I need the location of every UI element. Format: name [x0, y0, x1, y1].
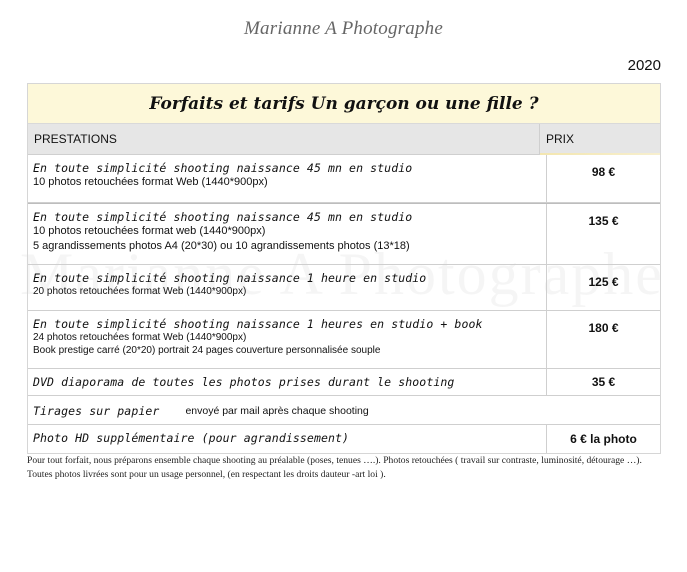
table-header	[28, 124, 660, 155]
table-row	[28, 203, 660, 265]
row-title: Tirages sur papier	[33, 404, 160, 418]
table-row	[28, 369, 660, 396]
table-title: Forfaits et tarifs Un garçon ou une fille ?	[28, 84, 660, 124]
row-title: En toute simplicité shooting naissance 45 mn en studio	[33, 161, 413, 175]
year-label: 2020	[627, 57, 661, 74]
row-description	[28, 369, 546, 395]
row-description	[28, 396, 660, 424]
row-line: 10 photos retouchées format Web (1440*900px)	[33, 176, 268, 188]
column-header-prestations: PRESTATIONS	[34, 132, 117, 146]
row-line: 5 agrandissements photos A4 (20*30) ou 10 agrandissements photos (13*18)	[33, 240, 410, 252]
row-description	[28, 425, 546, 453]
row-description	[28, 311, 546, 368]
row-title: En toute simplicité shooting naissance 45 mn en studio	[33, 210, 413, 224]
footnote: Pour tout forfait, nous préparons ensemble chaque shooting au préalable (poses, tenues ….). Photos retouchées ( travail sur contraste, luminosité, détourage …). Toutes photos livrées sont pour un usage personnel, (en respectant les droits dauteur -art loi ).	[27, 455, 642, 480]
table-row	[28, 155, 660, 203]
row-line: 20 photos retouchées format Web (1440*900px)	[33, 286, 247, 297]
row-price: 6 € la photo	[546, 425, 660, 453]
row-title: En toute simplicité shooting naissance 1 heure en studio	[33, 271, 427, 285]
pricing-table	[27, 83, 661, 454]
row-price: 98 €	[546, 155, 660, 202]
table-row	[28, 425, 660, 453]
row-title: DVD diaporama de toutes les photos prises durant le shooting	[33, 375, 455, 389]
row-description	[28, 155, 546, 202]
brand-title: Marianne A Photographe	[244, 18, 443, 39]
row-price: 35 €	[546, 369, 660, 395]
row-description	[28, 265, 546, 310]
row-note: envoyé par mail après chaque shooting	[185, 405, 369, 417]
table-row	[28, 265, 660, 311]
row-price: 135 €	[546, 204, 660, 264]
row-price: 180 €	[546, 311, 660, 368]
row-title: Photo HD supplémentaire (pour agrandissement)	[33, 431, 350, 445]
table-row	[28, 311, 660, 369]
row-title: En toute simplicité shooting naissance 1 heures en studio + book	[33, 317, 483, 331]
row-line: Book prestige carré (20*20) portrait 24 pages couverture personnalisée souple	[33, 345, 381, 356]
row-line: 24 photos retouchées format Web (1440*900px)	[33, 332, 247, 343]
row-description	[28, 204, 546, 264]
table-row	[28, 396, 660, 425]
row-line: 10 photos retouchées format web (1440*900px)	[33, 225, 266, 237]
column-header-prix: PRIX	[539, 124, 660, 154]
row-price: 125 €	[546, 265, 660, 310]
